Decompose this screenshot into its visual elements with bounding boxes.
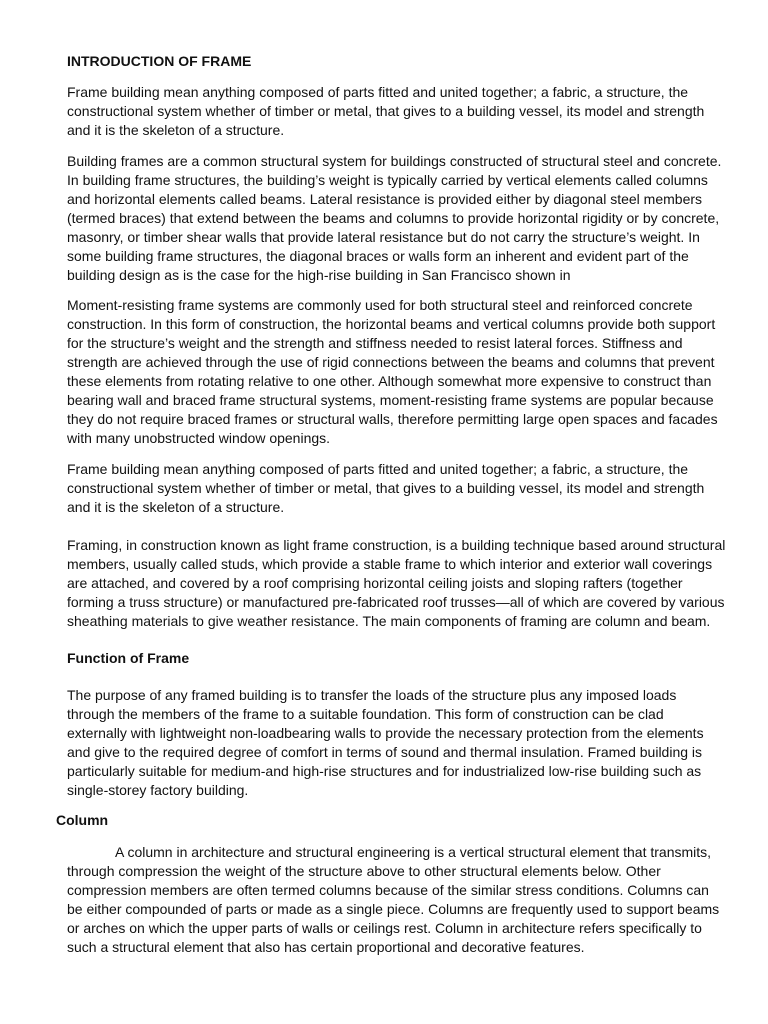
intro-heading: INTRODUCTION OF FRAME <box>67 53 252 69</box>
column-paragraph: A column in architecture and structural engineering is a vertical structural element that transmits, through compression the weight of the structure above to other structural elements below. Other compression members are often termed columns because of the similar stress conditions. Columns can be either compounded of parts or made as a single piece. Columns are frequently used to support beams or arches on which the upper parts of walls or ceilings rest. Column in architecture refers specifically to such a structural element that also has certain proportional and decorative features. <box>67 844 720 955</box>
intro-paragraph-1: Frame building mean anything composed of parts fitted and united together; a fabric, a structure, the constructional system whether of timber or metal, that gives to a building vessel, its model and strength and it is the skeleton of a structure. <box>67 84 705 138</box>
intro-paragraph-3: Moment-resisting frame systems are commonly used for both structural steel and reinforced concrete construction. In this form of construction, the horizontal beams and vertical columns provide both support for the structure’s weight and the strength and stiffness needed to resist lateral forces. Stiffness and strength are achieved through the use of rigid connections between the beams and columns that prevent these elements from rotating relative to one other. Although somewhat more expensive to construct than bearing wall and braced frame structural systems, moment-resisting frame systems are popular because they do not require braced frames or structural walls, therefore permitting large open spaces and facades with many unobstructed window openings. <box>67 297 718 446</box>
function-paragraph: The purpose of any framed building is to transfer the loads of the structure plus any imposed loads through the members of the frame to a suitable foundation. This form of construction can be clad externally with lightweight non-loadbearing walls to provide the necessary protection from the elements and give to the required degree of comfort in terms of sound and thermal insulation. Framed building is particularly suitable for medium-and high-rise structures and for industrialized low-rise building such as single-storey factory building. <box>67 687 704 798</box>
column-heading: Column <box>56 812 109 828</box>
function-heading: Function of Frame <box>67 650 190 666</box>
intro-paragraph-2: Building frames are a common structural system for buildings constructed of structural steel and concrete. In building frame structures, the building’s weight is typically carried by vertical elements called columns and horizontal elements called beams. Lateral resistance is provided either by diagonal steel members (termed braces) that extend between the beams and columns to provide horizontal rigidity or by concrete, masonry, or timber shear walls that provide lateral resistance but do not carry the structure’s weight. In some building frame structures, the diagonal braces or walls form an inherent and evident part of the building design as is the case for the high-rise building in San Francisco shown in <box>67 153 722 283</box>
intro-paragraph-5: Framing, in construction known as light frame construction, is a building technique based around structural members, usually called studs, which provide a stable frame to which interior and exterior wall coverings are attached, and covered by a roof comprising horizontal ceiling joists and sloping rafters (together forming a truss structure) or manufactured pre-fabricated roof trusses—all of which are covered by various sheathing materials to give weather resistance. The main components of framing are column and beam. <box>67 537 726 629</box>
intro-paragraph-4: Frame building mean anything composed of parts fitted and united together; a fabric, a structure, the constructional system whether of timber or metal, that gives to a building vessel, its model and strength and it is the skeleton of a structure. <box>67 461 705 515</box>
